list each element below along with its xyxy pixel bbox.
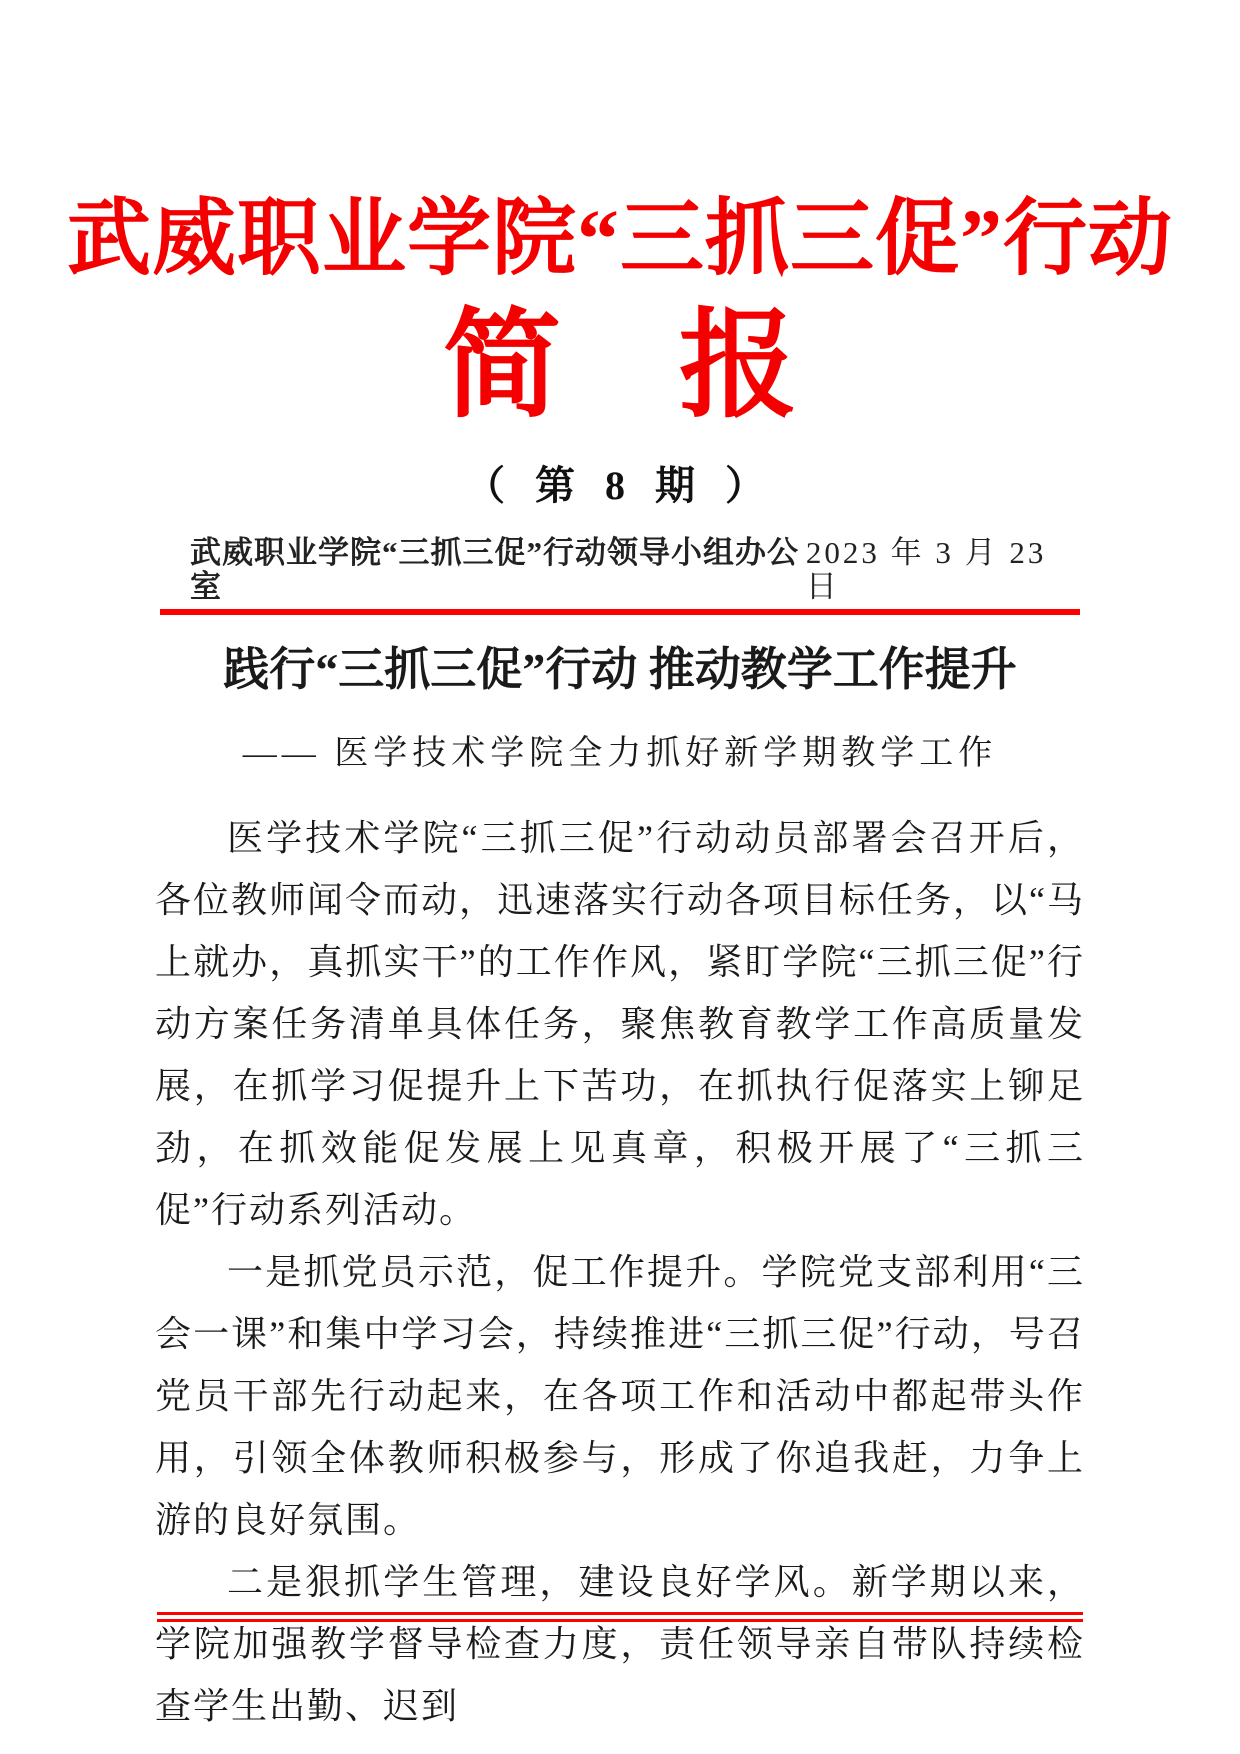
issuer-name: 武威职业学院“三抓三促”行动领导小组办公室 [190, 535, 799, 605]
article-body [155, 807, 1085, 1737]
bulletin-title: 简 报 [442, 301, 797, 432]
article-subtitle: —— 医学技术学院全力抓好新学期教学工作 [242, 735, 998, 773]
body-paragraph: 医学技术学院“三抓三促”行动动员部署会召开后，各位教师闻令而动，迅速落实行动各项目标任务，以“马上就办，真抓实干”的工作作风，紧盯学院“三抓三促”行动方案任务清单具体任务，聚焦教育教学工作高质量发展，在抓学习促提升上下苦功，在抓执行促落实上铆足劲，在抓效能促发展上见真章，积极开展了“三抓三促”行动系列活动。 [155, 818, 1085, 1231]
article-title: 践行“三抓三促”行动 推动教学工作提升 [223, 644, 1017, 696]
body-paragraph: 一是抓党员示范，促工作提升。学院党支部利用“三会一课”和集中学习会，持续推进“三抓三促”行动，号召党员干部先行动起来，在各项工作和活动中都起带头作用，引领全体教师积极参与，形成了你追我赶，力争上游的良好氛围。 [155, 1252, 1085, 1541]
issue-date: 2023 年 3 月 23 日 [805, 535, 1047, 605]
footer-double-red-rule [157, 1612, 1083, 1622]
issue-number: （ 第 8 期 ） [465, 463, 775, 508]
masthead-org-action-title: 武威职业学院“三抓三促”行动 [66, 193, 1173, 286]
body-paragraph: 二是狠抓学生管理，建设良好学风。新学期以来，学院加强教学督导检查力度，责任领导亲自带队持续检查学生出勤、迟到 [155, 1562, 1085, 1727]
issuer-row [160, 536, 1080, 604]
header-red-rule [160, 609, 1080, 615]
